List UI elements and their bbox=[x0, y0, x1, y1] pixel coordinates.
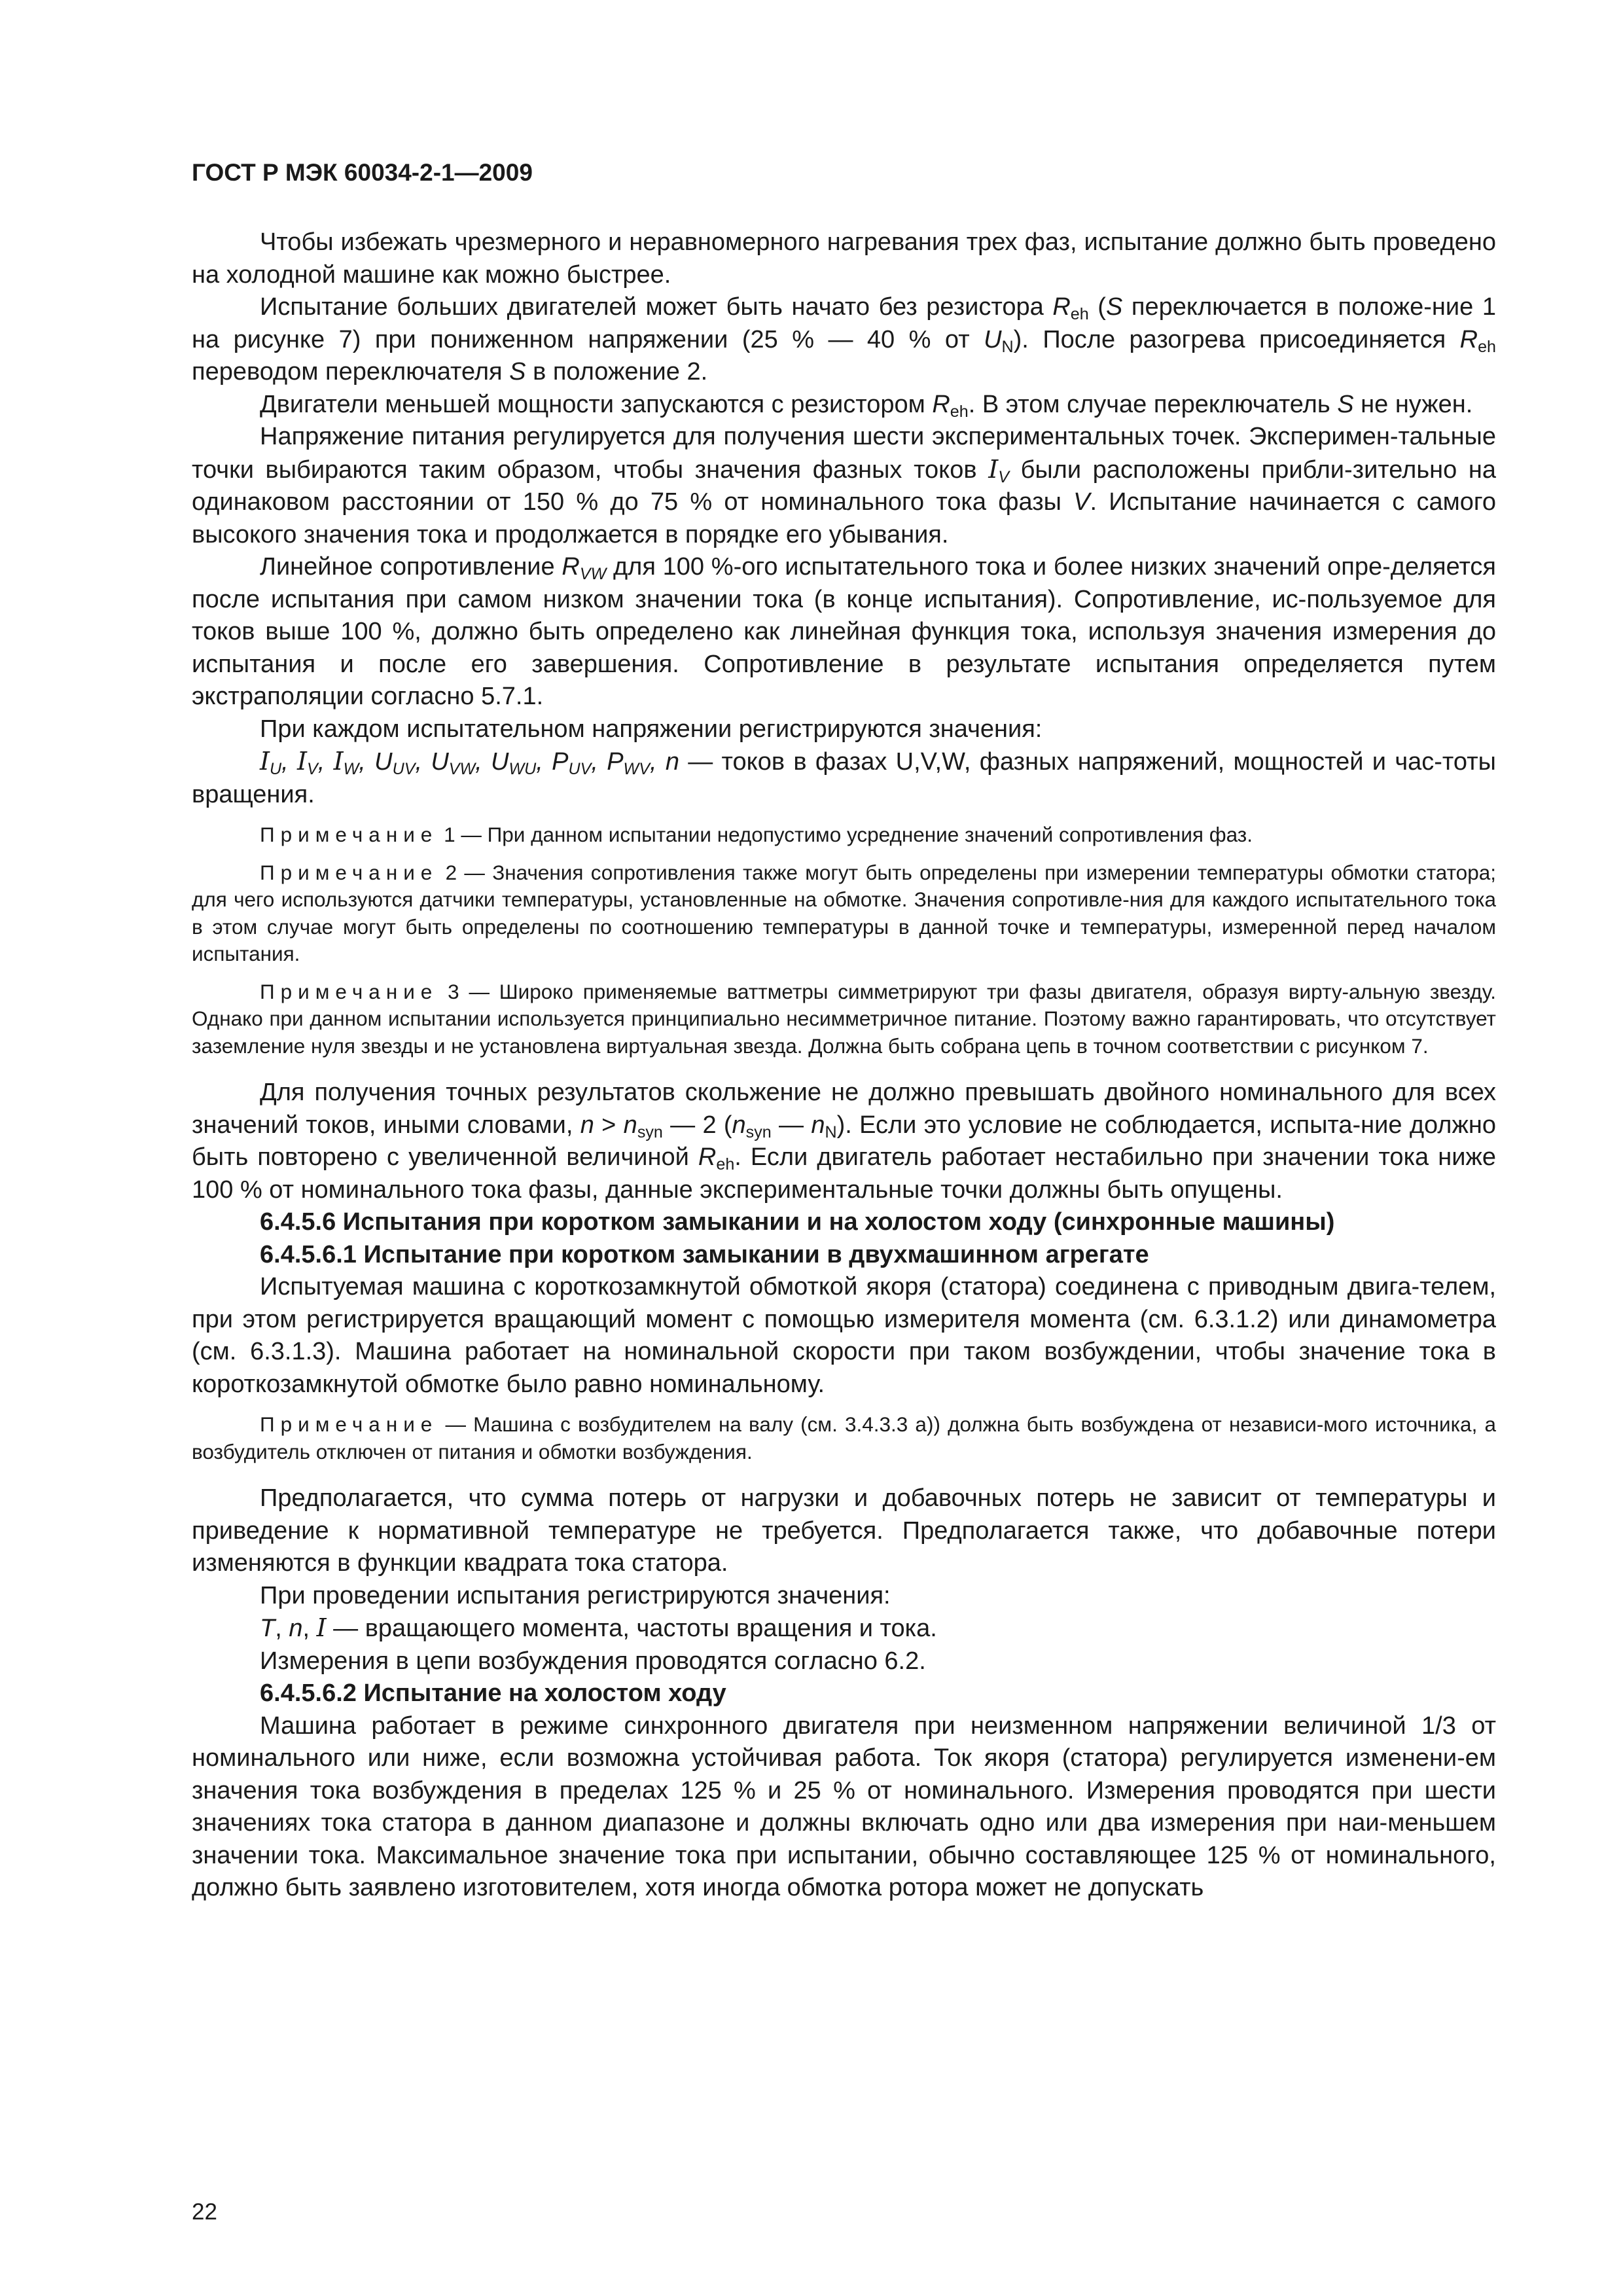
subsection-heading: 6.4.5.6.2 Испытание на холостом ходу bbox=[260, 1679, 726, 1707]
note-4: Примечание — Машина с возбудителем на валу (см. 3.4.3.3 а)) должна быть возбуждена от независи-мого источника, а возбудитель отключен от питания и обмотки возбуждения. bbox=[192, 1412, 1496, 1463]
variables-list: $I_U$, $I_V$, $I_W$, $U_{UV}$, $U_{VW}$, $U_{WU}$, $P_{UV}$, $P_{WV}$, n bbox=[260, 747, 679, 779]
paragraph: Напряжение питания регулируется для получения шести экспериментальных точек. Эксперимен-тальные точки выбираются таким образом, чтобы значения фазных токов $I_V$ были расположены прибли-зительно на одинаковом расстоянии от 150 % до 75 % от номинального тока фазы V. Испытание начинается с самого высокого значения тока и продолжается в порядке его убывания. bbox=[192, 423, 1496, 548]
subsection-heading: 6.4.5.6.1 Испытание при коротком замыкании в двухмашинном агрегате bbox=[260, 1240, 1149, 1268]
paragraph: Линейное сопротивление $R_{VW}$ для 100 %-ого испытательного тока и более низких значений опре-деляется после испытания при самом низком значении тока (в конце испытания). Сопротивление, ис-пользуемое для токов выше 100 %, должно быть определено как линейная функция тока, используя значения измерения до испытания и после его завершения. Сопротивление в результате испытания определяется путем экстраполяции согласно 5.7.1. bbox=[192, 553, 1497, 710]
document-header: ГОСТ Р МЭК 60034-2-1—2009 bbox=[192, 159, 533, 186]
paragraph: Измерения в цепи возбуждения проводятся согласно 6.2. bbox=[260, 1647, 926, 1675]
paragraph: При проведении испытания регистрируются значения: bbox=[260, 1581, 891, 1609]
note-2: Примечание 2 — Значения сопротивления также могут быть определены при измерении температуры обмотки статора; для чего используются датчики температуры, установленные на обмотке. Значения сопротивле-ния для каждого испытательного тока в этом случае могут быть определены по соотношению температуры в данной точке и температуры, измеренной перед началом испытания. bbox=[192, 860, 1496, 965]
paragraph: T, n, I — вращающего момента, частоты вращения и тока. bbox=[260, 1613, 937, 1642]
note-3: Примечание 3 — Широко применяемые ваттметры симметрируют три фазы двигателя, образуя вирту-альную звезду. Однако при данном испытании используется принципиально несимметричное питание. Поэтому важно гарантировать, что отсутствует заземление нуля звезды и не установлена виртуальная звезда. Должна быть собрана цепь в точном соответствии с рисунком 7. bbox=[192, 979, 1496, 1058]
paragraph: Предполагается, что сумма потерь от нагрузки и добавочных потерь не зависит от температуры и приведение к нормативной температуре не требуется. Предполагается также, что добавочные потери изменяются в функции квадрата тока статора. bbox=[192, 1484, 1496, 1577]
section-heading: 6.4.5.6 Испытания при коротком замыкании и на холостом ходу (синхронные машины) bbox=[260, 1208, 1335, 1236]
paragraph: Двигатели меньшей мощности запускаются с резистором $R_{eh}$. В этом случае переключатель S не нужен. bbox=[260, 390, 1473, 421]
paragraph: Машина работает в режиме синхронного двигателя при неизменном напряжении величиной 1/3 от номинального или ниже, если возможна устойчивая работа. Ток якоря (статора) регулируется изменени-ем значения тока возбуждения в пределах 125 % и 25 % от номинального. Измерения проводятся при шести значениях тока статора в данном диапазоне и должны включать одно или два измерения при наи-меньшем значении тока. Максимальное значение тока при испытании, обычно составляющее 125 % от номинального, должно быть заявлено изготовителем, хотя иногда обмотка ротора может не допускать bbox=[192, 1712, 1496, 1901]
paragraph: Испытуемая машина с короткозамкнутой обмоткой якоря (статора) соединена с приводным двига-телем, при этом регистрируется вращающий момент с помощью измерителя момента (см. 6.3.1.2) или динамометра (см. 6.3.1.3). Машина работает на номинальной скорости при таком возбуждении, чтобы значение тока в короткозамкнутой обмотке было равно номинальному. bbox=[192, 1273, 1496, 1398]
paragraph: При каждом испытательном напряжении регистрируются значения: bbox=[260, 715, 1043, 743]
page-number: 22 bbox=[192, 2199, 217, 2225]
measured-values-line: $I_U$, $I_V$, $I_W$, $U_{UV}$, $U_{VW}$, $U_{WU}$, $P_{UV}$, $P_{WV}$, n — токов в фазах U,V,W, фазных напряжений, мощностей и час-тоты вращения. bbox=[192, 747, 1496, 808]
document-page bbox=[192, 157, 1496, 1905]
paragraph: Чтобы избежать чрезмерного и неравномерного нагревания трех фаз, испытание должно быть проведено на холодной машине как можно быстрее. bbox=[192, 228, 1496, 289]
paragraph: Для получения точных результатов скольжение не должно превышать двойного номинального для всех значений токов, иными словами, $n > n_{syn}$ — 2 ($n_{syn}$ — $n_N$). Если это условие не соблюдается, испыта-ние должно быть повторено с увеличенной величиной $R_{eh}$. Если двигатель работает нестабильно при значении тока ниже 100 % от номинального тока фазы, данные экспериментальные точки должны быть опущены. bbox=[192, 1079, 1496, 1204]
paragraph: Испытание больших двигателей может быть начато без резистора $R_{eh}$ (S переключается в положе-ние 1 на рисунке 7) при пониженном напряжении (25 % — 40 % от $U_N$). После разогрева присоединяется $R_{eh}$ переводом переключателя S в положение 2. bbox=[192, 293, 1497, 386]
note-1: Примечание 1 — При данном испытании недопустимо усреднение значений сопротивления фаз. bbox=[260, 823, 1253, 846]
